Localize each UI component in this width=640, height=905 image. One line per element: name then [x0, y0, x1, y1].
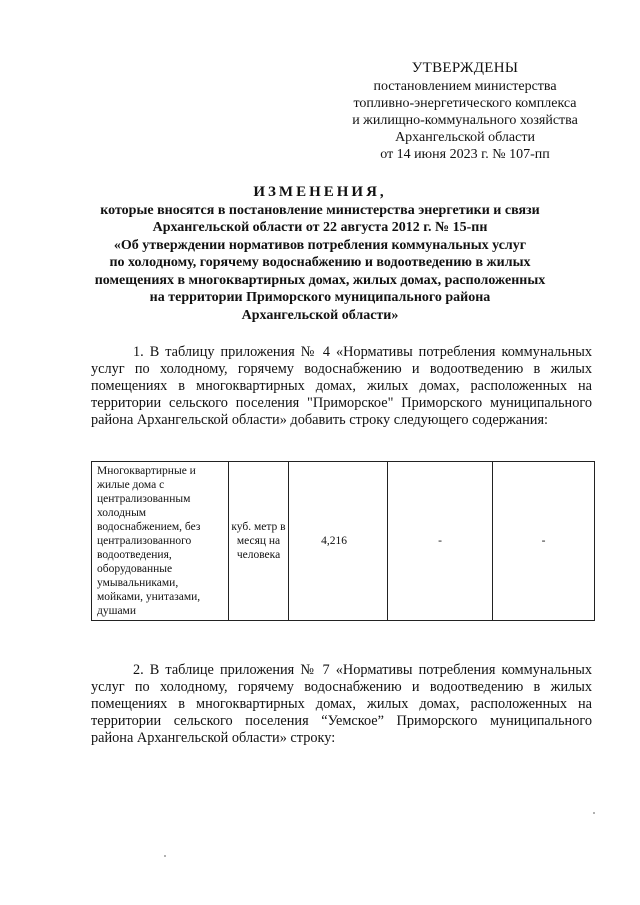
- scan-artifact: [164, 855, 166, 857]
- approval-line: постановлением министерства: [373, 79, 557, 94]
- scan-artifact: [593, 812, 595, 814]
- dash-cell: -: [388, 462, 493, 621]
- title-line: Архангельской области»: [241, 307, 399, 323]
- title-line: помещениях в многоквартирных домах, жилых домах, расположенных: [94, 272, 546, 288]
- approval-block: [330, 60, 600, 163]
- approval-line: Архангельской области: [395, 130, 535, 145]
- approval-line: топливно-энергетического комплекса: [353, 96, 577, 111]
- title-heading: ИЗМЕНЕНИЯ,: [253, 184, 387, 200]
- title-line: Архангельской области от 22 августа 2012 г. № 15-пн: [152, 220, 488, 235]
- value-cell: [289, 462, 388, 621]
- dash-cell: -: [493, 462, 595, 621]
- document-title: [60, 184, 580, 324]
- paragraph-1: 1. В таблицу приложения № 4 «Нормативы потребления коммунальных услуг по холодному, горячему водоснабжению и водоотведению в жилых помещениях в многоквартирных домах, жилых домах, расположенных на территории сельского поселения "Приморское" Приморского муниципального района Архангельской области» добавить строку следующего содержания:: [91, 344, 592, 428]
- paragraph-2: 2. В таблице приложения № 7 «Нормативы потребления коммунальных услуг по холодному, горячему водоснабжению и водоотведению в жилых помещениях в многоквартирных домах, жилых домах, расположенных на территории сельского поселения “Уемское” Приморского муниципального района Архангельской области» строку:: [91, 662, 592, 746]
- approval-heading: УТВЕРЖДЕНЫ: [411, 60, 519, 76]
- description-cell: Многоквартирные и жилые дома с централизованным холодным водоснабжением, без централизованного водоотведения, оборудованные умывальниками, мойками, унитазами, душами: [92, 462, 229, 621]
- norm-table: [91, 461, 595, 621]
- value-text: 4,216: [321, 535, 347, 547]
- title-line: которые вносятся в постановление министерства энергетики и связи: [100, 202, 540, 218]
- table-row: [92, 462, 595, 621]
- title-line: на территории Приморского муниципального района: [149, 290, 491, 305]
- title-line: «Об утверждении нормативов потребления коммунальных услуг: [113, 237, 527, 253]
- approval-line: и жилищно-коммунального хозяйства: [352, 113, 578, 128]
- approval-line: от 14 июня 2023 г. № 107-пп: [380, 147, 550, 162]
- unit-cell: куб. метр в месяц на человека: [229, 462, 289, 621]
- title-line: по холодному, горячему водоснабжению и водоотведению в жилых: [109, 255, 531, 270]
